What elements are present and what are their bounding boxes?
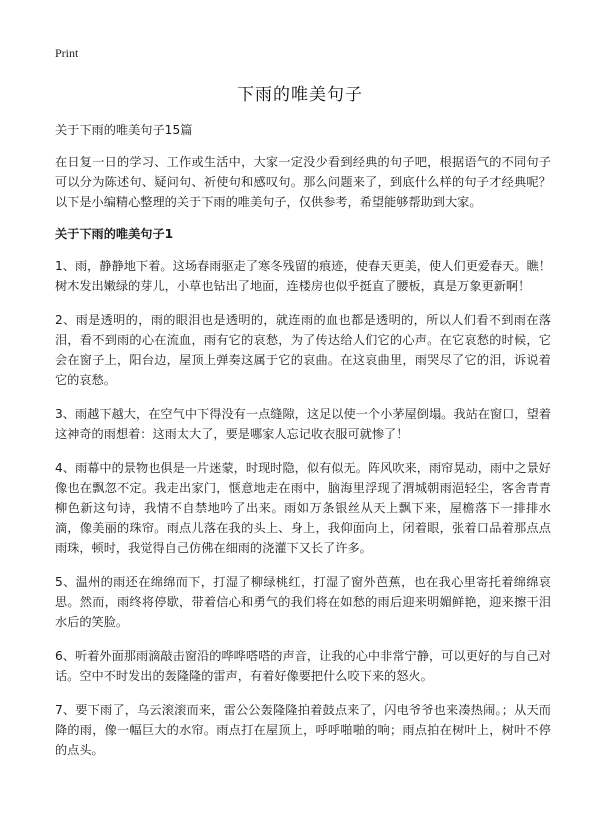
list-item: 5、温州的雨还在绵绵而下，打湿了柳绿桃红，打湿了窗外芭蕉，也在我心里寄托着绵绵哀思。然而，雨终将停歇，带着信心和勇气的我们将在如愁的雨后迎来明媚鲜艳，迎来擦干泪水后的笑脸。	[55, 575, 551, 629]
list-item: 4、雨幕中的景物也俱是一片迷蒙，时现时隐，似有似无。阵风吹来，雨帘晃动，雨中之景好像也在飘忽不定。我走出家门，惬意地走在雨中，脑海里浮现了渭城朝雨浥轻尘，客舍青青柳色新这句诗，我情不自禁地吟了出来。雨如万条银丝从天上飘下来，屋檐落下一排排水滴，像美丽的珠帘。雨点儿落在我的头上、身上，我仰面向上，闭着眼，张着口品着那点点雨珠，顿时，我觉得自己仿佛在细雨的浇灌下又长了许多。	[55, 461, 551, 555]
article-body	[55, 120, 551, 760]
list-item: 6、听着外面那雨滴敲击窗沿的哗哗嗒嗒的声音，让我的心中非常宁静，可以更好的与自己对话。空中不时发出的轰隆隆的雷声，有着好像要把什么咬下来的怒火。	[55, 649, 551, 683]
print-link[interactable]: Print	[55, 46, 79, 60]
intro-paragraph: 在日复一日的学习、工作或生活中，大家一定没少看到经典的句子吧，根据语气的不同句子可以分为陈述句、疑问句、祈使句和感叹句。那么问题来了，到底什么样的句子才经典呢？以下是小编精心整理的关于下雨的唯美句子，仅供参考，希望能够帮助到大家。	[55, 155, 551, 209]
list-item: 1、雨，静静地下着。这场春雨驱走了寒冬残留的痕迹，使春天更美，使人们更爱春天。瞧！树木发出嫩绿的芽儿，小草也钻出了地面，连楼房也似乎挺直了腰板，真是万象更新啊！	[55, 259, 551, 293]
list-item: 2、雨是透明的，雨的眼泪也是透明的，就连雨的血也都是透明的，所以人们看不到雨在落泪，看不到雨的心在流血，雨有它的哀愁，为了传达给人们它的心声。在它哀愁的时候，它会在窗子上，阳台边，屋顶上弹奏这属于它的哀曲。在这哀曲里，雨哭尽了它的泪，诉说着它的哀愁。	[55, 313, 551, 387]
article-subtitle: 关于下雨的唯美句子15篇	[55, 123, 193, 137]
list-item: 7、要下雨了，乌云滚滚而来，雷公公轰隆隆拍着鼓点来了，闪电爷爷也来凑热闹。；从天而降的雨，像一幅巨大的水帘。雨点打在屋顶上，呼呼啪啪的响；雨点拍在树叶上，树叶不停的点头。	[55, 703, 551, 757]
page-title: 下雨的唯美句子	[237, 85, 363, 105]
list-item: 3、雨越下越大，在空气中下得没有一点缝隙，这足以使一个小茅屋倒塌。我站在窗口，望着这神奇的雨想着：这雨太大了，要是哪家人忘记收衣服可就惨了！	[55, 407, 551, 441]
section-heading: 关于下雨的唯美句子1	[55, 227, 174, 241]
